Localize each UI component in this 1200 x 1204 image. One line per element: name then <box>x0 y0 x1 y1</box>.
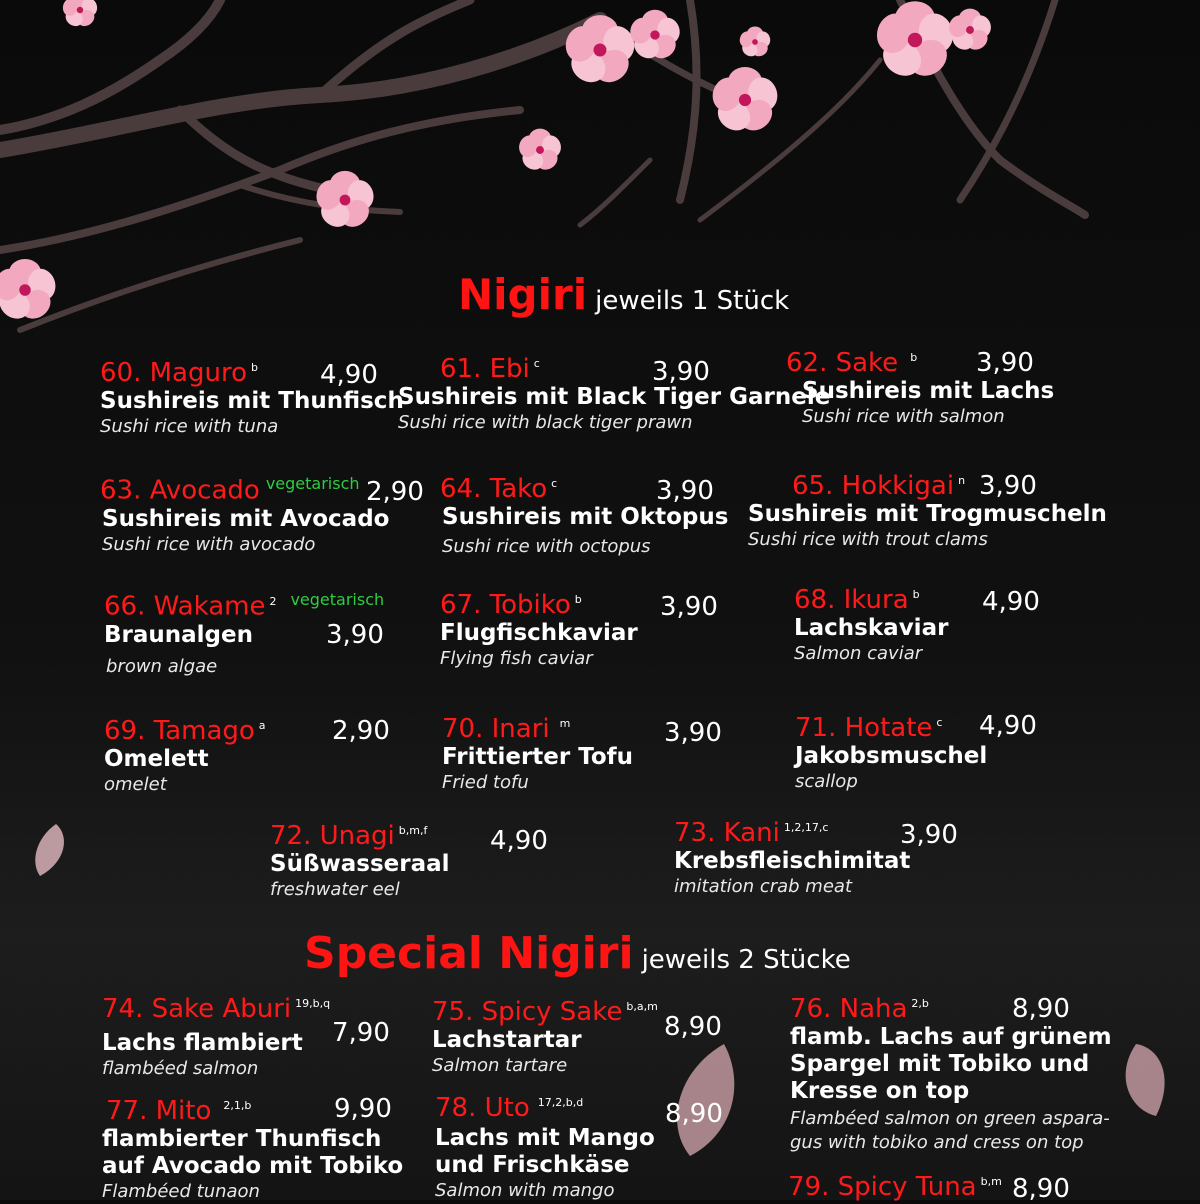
item-german: Sushireis mit Oktopus <box>442 504 729 530</box>
item-name: 67. Tobiko <box>440 590 571 620</box>
item-english: Sushi rice with octopus <box>442 536 651 557</box>
item-name: 75. Spicy Sake <box>432 997 623 1027</box>
allergen-code: 17,2,b,d <box>537 1096 584 1110</box>
cherry-blossom-icon <box>872 1 958 83</box>
special-nigiri-title: Special Nigiri <box>304 928 634 979</box>
allergen-code: c <box>551 477 558 491</box>
cherry-blossom-icon <box>313 171 378 232</box>
nigiri-subtitle: jeweils 1 Stück <box>595 286 790 316</box>
item-name: 66. Wakame <box>104 591 266 622</box>
item-german: flamb. Lachs auf grünem <box>790 1024 1112 1050</box>
allergen-code: b <box>910 351 918 365</box>
allergen-code: b <box>574 593 582 607</box>
item-name: 64. Tako <box>440 474 548 504</box>
item-name: 77. Mito <box>106 1096 212 1126</box>
falling-petal-right <box>1116 1040 1174 1120</box>
item-price: 4,90 <box>320 360 378 390</box>
item-price: 7,90 <box>332 1018 390 1048</box>
allergen-code: a <box>258 719 266 733</box>
item-english: Fried tofu <box>442 772 529 793</box>
falling-petal-left <box>26 822 70 878</box>
cherry-blossom-icon <box>627 10 683 63</box>
menu-item-78 <box>435 1093 723 1203</box>
cherry-blossom-icon <box>516 129 563 174</box>
item-name: 71. Hotate <box>795 713 933 743</box>
allergen-code: 2,1,b <box>223 1099 252 1113</box>
item-name: 70. Inari <box>442 714 550 744</box>
menu-item-69 <box>104 716 390 797</box>
special-nigiri-heading <box>304 928 851 979</box>
menu-item-66 <box>104 590 384 679</box>
menu-item-79 <box>788 1172 1070 1204</box>
item-name: 73. Kani <box>674 818 780 848</box>
item-german: flambierter Thunfisch <box>102 1126 382 1152</box>
nigiri-heading <box>458 270 789 319</box>
menu-item-63 <box>100 474 424 557</box>
item-english: freshwater eel <box>270 879 400 900</box>
item-price: 9,90 <box>334 1094 392 1124</box>
item-price: 3,90 <box>900 820 958 850</box>
item-german-line-2: Spargel mit Tobiko und <box>790 1051 1090 1077</box>
menu-item-60 <box>100 358 404 439</box>
item-price: 4,90 <box>982 587 1040 617</box>
item-german: Omelett <box>104 746 209 772</box>
item-name: 72. Unagi <box>270 821 395 851</box>
item-price: 2,90 <box>366 477 424 507</box>
item-price: 8,90 <box>1012 1174 1070 1204</box>
item-english: Sushi rice with tuna <box>100 416 279 437</box>
item-german: Sushireis mit Trogmuscheln <box>748 501 1107 527</box>
item-price: 8,90 <box>1012 994 1070 1024</box>
item-english: imitation crab meat <box>674 876 852 897</box>
item-price: 3,90 <box>652 357 710 387</box>
item-name: 78. Uto <box>435 1093 530 1123</box>
menu-item-62 <box>786 348 1054 429</box>
item-english: Salmon caviar <box>794 643 923 664</box>
item-english-line-2: gus with tobiko and cress on top <box>790 1132 1084 1153</box>
allergen-code: c <box>936 716 943 730</box>
menu-item-75 <box>432 997 722 1078</box>
cherry-blossom-icon <box>946 9 993 54</box>
item-price: 4,90 <box>490 826 548 856</box>
menu-item-67 <box>440 590 718 671</box>
cherry-blossom-icon <box>61 0 100 29</box>
item-price: 2,90 <box>332 716 390 746</box>
menu-item-73 <box>674 818 958 899</box>
allergen-code: b,a,m <box>626 1000 658 1014</box>
menu-item-74 <box>102 994 390 1081</box>
item-english: scallop <box>795 771 858 792</box>
menu-item-61 <box>398 354 830 435</box>
item-german: Sushireis mit Black Tiger Garnele <box>398 384 831 410</box>
item-price: 3,90 <box>976 348 1034 378</box>
item-price: 4,90 <box>979 711 1037 741</box>
item-english: Salmon with mango <box>435 1180 615 1201</box>
item-name: 61. Ebi <box>440 354 530 384</box>
item-english: Flying fish caviar <box>440 648 593 669</box>
item-english: Salmon tartare <box>432 1055 568 1076</box>
special-nigiri-subtitle: jeweils 2 Stücke <box>641 945 851 975</box>
item-german: Sushireis mit Thunfisch <box>100 388 404 414</box>
item-english: Sushi rice with avocado <box>102 533 316 555</box>
menu-item-70 <box>442 714 722 795</box>
item-price: 3,90 <box>656 476 714 506</box>
item-german-line-2: auf Avocado mit Tobiko <box>102 1153 404 1179</box>
item-german: Krebsfleischimitat <box>674 848 911 874</box>
item-german: Lachs flambiert <box>102 1030 303 1056</box>
item-price: 3,90 <box>326 620 384 650</box>
item-german: Lachskaviar <box>794 615 949 641</box>
item-name: 60. Maguro <box>100 358 247 388</box>
item-german: Flugfischkaviar <box>440 620 638 646</box>
item-price: 8,90 <box>665 1099 723 1129</box>
item-english: Sushi rice with salmon <box>802 406 1005 427</box>
allergen-code: 2,b <box>911 997 929 1011</box>
item-name: 65. Hokkigai <box>792 471 955 501</box>
item-price: 3,90 <box>664 718 722 748</box>
allergen-code: n <box>958 474 966 488</box>
vegetarian-label: vegetarisch <box>265 474 360 493</box>
allergen-code: 2 <box>269 595 277 608</box>
item-english: flambéed salmon <box>102 1058 259 1079</box>
nigiri-title: Nigiri <box>458 270 588 319</box>
item-name: 79. Spicy Tuna <box>788 1172 977 1202</box>
allergen-code: b,m <box>980 1175 1002 1189</box>
item-name: 76. Naha <box>790 994 908 1024</box>
item-english: brown algae <box>106 655 218 677</box>
item-german: Lachstartar <box>432 1027 582 1053</box>
menu-item-71 <box>795 711 1037 794</box>
item-german: Sushireis mit Avocado <box>102 505 390 532</box>
item-price: 3,90 <box>979 471 1037 501</box>
item-name: 69. Tamago <box>104 716 255 746</box>
item-german: Süßwasseraal <box>270 851 450 877</box>
item-german: Jakobsmuschel <box>795 743 988 769</box>
allergen-code: m <box>559 717 571 731</box>
item-german-line-3: Kresse on top <box>790 1078 970 1104</box>
item-price: 3,90 <box>660 592 718 622</box>
item-name: 74. Sake Aburi <box>102 994 292 1024</box>
item-german: Braunalgen <box>104 621 253 648</box>
menu-item-65 <box>748 471 1107 552</box>
item-name: 62. Sake <box>786 348 899 378</box>
allergen-code: b,m,f <box>398 824 428 838</box>
item-english: Flambéed tunaon <box>102 1181 260 1202</box>
menu-item-77 <box>102 1094 404 1204</box>
allergen-code: b <box>912 588 920 602</box>
item-german-line-2: und Frischkäse <box>435 1152 630 1178</box>
item-german: Frittierter Tofu <box>442 744 634 770</box>
item-name: 63. Avocado <box>100 475 260 506</box>
cherry-blossom-icon <box>738 26 772 59</box>
menu-item-72 <box>270 821 548 902</box>
item-english: Sushi rice with black tiger prawn <box>398 412 693 433</box>
item-german: Lachs mit Mango <box>435 1125 655 1151</box>
item-price: 8,90 <box>664 1012 722 1042</box>
menu-item-64 <box>440 474 728 559</box>
vegetarian-label: vegetarisch <box>290 590 385 609</box>
allergen-code: 1,2,17,c <box>783 821 829 835</box>
menu-item-68 <box>794 585 1040 666</box>
item-english: Sushi rice with trout clams <box>748 529 988 550</box>
allergen-code: b <box>251 361 258 375</box>
item-german: Sushireis mit Lachs <box>802 378 1055 404</box>
cherry-blossom-icon <box>708 67 781 137</box>
menu-item-76 <box>790 994 1112 1155</box>
item-english: Flambéed salmon on green aspara- <box>790 1108 1110 1129</box>
cherry-blossom-icon <box>0 259 59 325</box>
item-name: 68. Ikura <box>794 585 909 615</box>
item-english: omelet <box>104 774 167 795</box>
allergen-code: 19,b,q <box>295 997 331 1011</box>
allergen-code: c <box>533 357 540 371</box>
